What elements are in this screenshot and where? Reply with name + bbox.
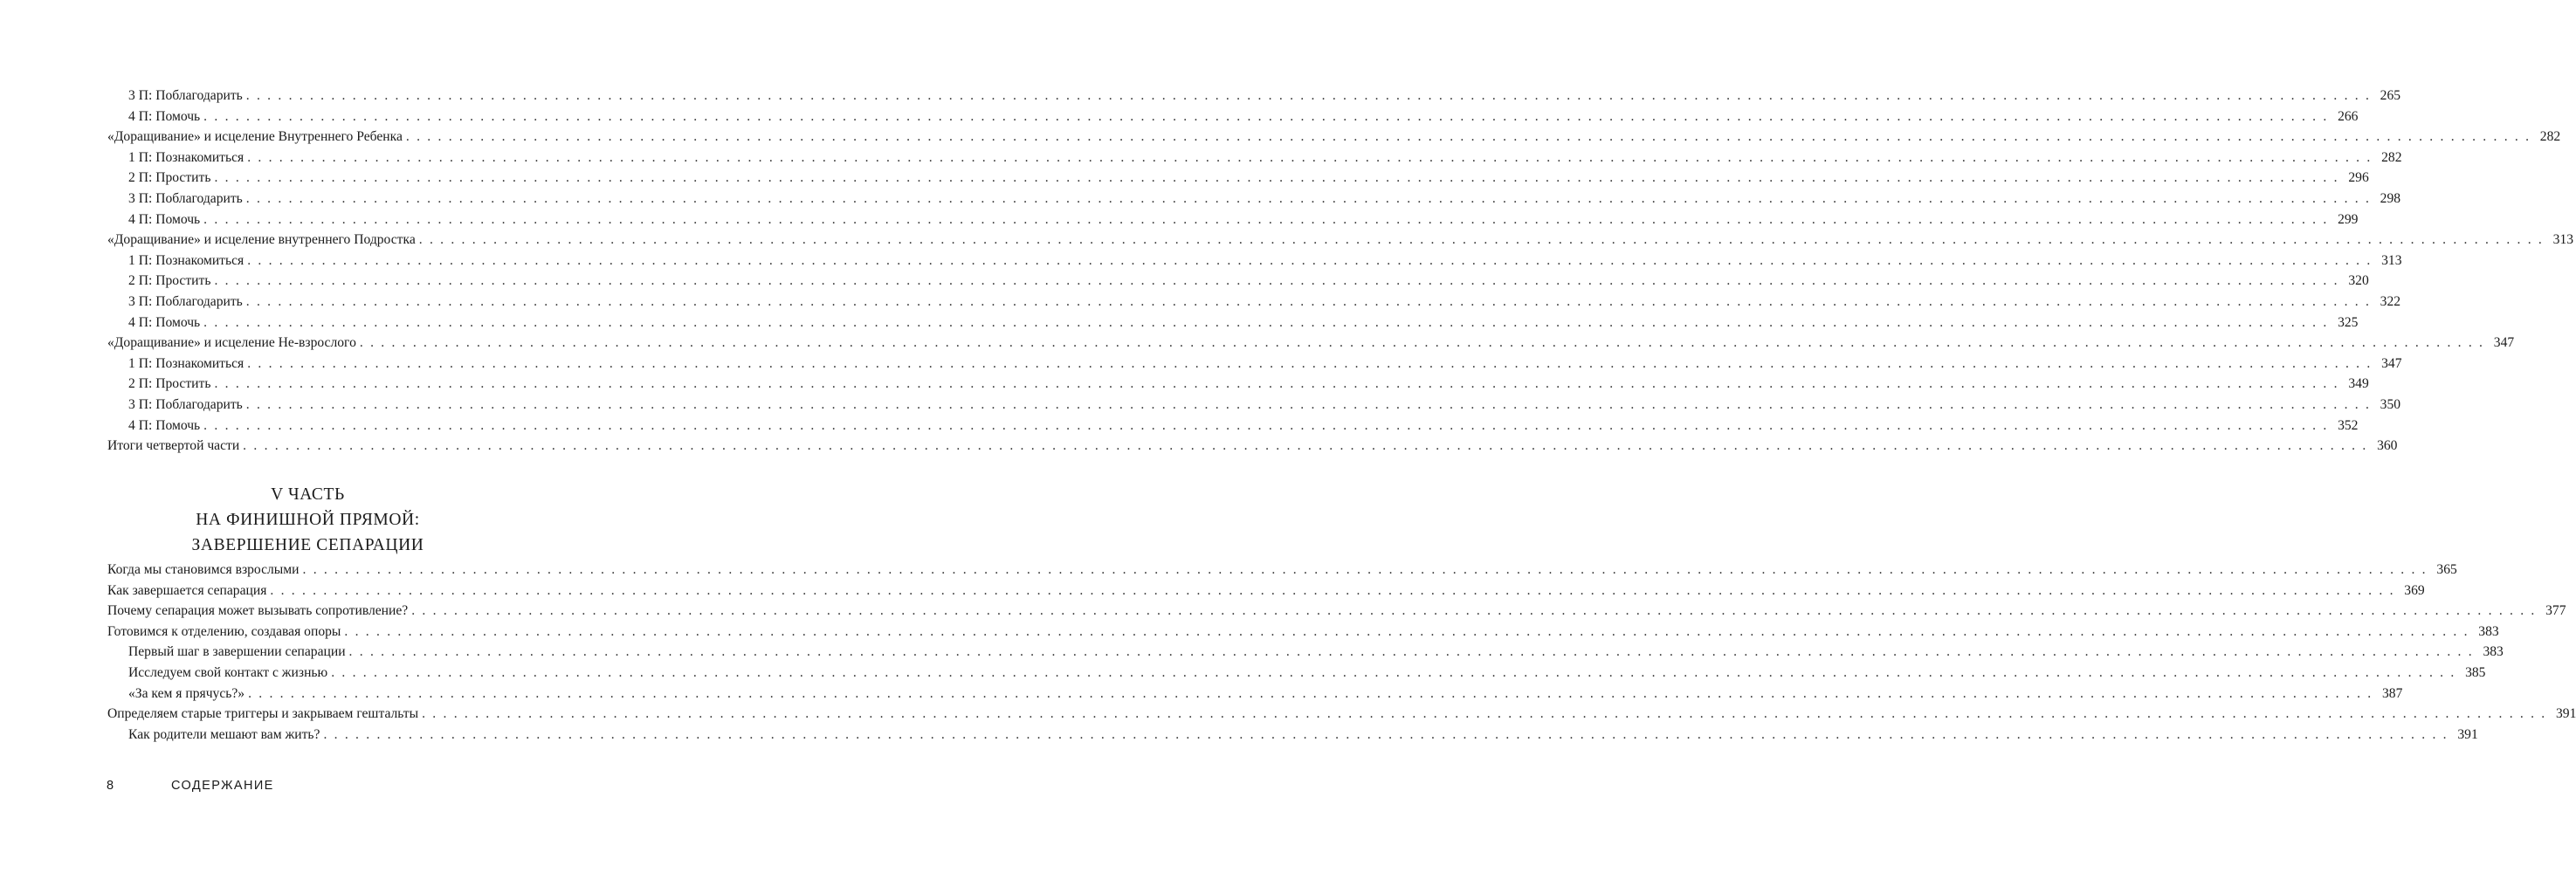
toc-entry-page: 383 — [2483, 644, 2504, 660]
toc-entry — [107, 168, 2369, 189]
toc-entry-title: 4 П: Помочь — [128, 314, 201, 330]
toc-entry-title: 3 П: Поблагодарить — [128, 396, 243, 412]
toc-dot-leader: . . . . . . . . . . . . . . . . . . . . . . . . . . . . . . . . . . . . . . . . . . . . . . . . . . . . . . . . . . . . . . . . . . . . . . . . . . . . . . . . . . . . . . . . . . . . . . . . . . . . . . . . . . . . . . . . . . . . . . . . . . . . . . . . . . . . . . . . . . . . . . . . . . . . . . . . . . . . . . . . . . . . . . . . . . . . . . . . . . . . . . . . . . . . . . . . . . . . . . . . — [214, 273, 2339, 289]
toc-dot-leader: . . . . . . . . . . . . . . . . . . . . . . . . . . . . . . . . . . . . . . . . . . . . . . . . . . . . . . . . . . . . . . . . . . . . . . . . . . . . . . . . . . . . . . . . . . . . . . . . . . . . . . . . . . . . . . . . . . . . . . . . . . . . . . . . . . . . . . . . . . . . . . . . . . . . . . . . . . . . . . . . . . . . . . . . . . . . . . . . . . . . . . . . . . . . . . . . . . . . . . . . — [247, 355, 2373, 371]
toc-entry-page: 299 — [2338, 211, 2359, 227]
toc-entry-page: 391 — [2457, 726, 2478, 742]
toc-dot-leader: . . . . . . . . . . . . . . . . . . . . . . . . . . . . . . . . . . . . . . . . . . . . . . . . . . . . . . . . . . . . . . . . . . . . . . . . . . . . . . . . . . . . . . . . . . . . . . . . . . . . . . . . . . . . . . . . . . . . . . . . . . . . . . . . . . . . . . . . . . . . . . . . . . . . . . . . . . . . . . . . . . . . . . . . . . . . . . . . . . . . . . . . . . . . . . . . . . . . . . . . — [203, 417, 2329, 433]
toc-dot-leader: . . . . . . . . . . . . . . . . . . . . . . . . . . . . . . . . . . . . . . . . . . . . . . . . . . . . . . . . . . . . . . . . . . . . . . . . . . . . . . . . . . . . . . . . . . . . . . . . . . . . . . . . . . . . . . . . . . . . . . . . . . . . . . . . . . . . . . . . . . . . . . . . . . . . . . . . . . . . . . . . . . . . . . . . . . . . . . . . . . . . . . . . . . . . . . . . . . . . . . . . — [245, 190, 2372, 206]
toc-entry — [107, 313, 2359, 333]
toc-dot-leader: . . . . . . . . . . . . . . . . . . . . . . . . . . . . . . . . . . . . . . . . . . . . . . . . . . . . . . . . . . . . . . . . . . . . . . . . . . . . . . . . . . . . . . . . . . . . . . . . . . . . . . . . . . . . . . . . . . . . . . . . . . . . . . . . . . . . . . . . . . . . . . . . . . . . . . . . . . . . . . . . . . . . . . . . . . . . . . . . . . . . . . . . . . . . . . . . . . . . . . . . — [203, 211, 2329, 227]
toc-list-top — [107, 86, 2574, 457]
toc-dot-leader: . . . . . . . . . . . . . . . . . . . . . . . . . . . . . . . . . . . . . . . . . . . . . . . . . . . . . . . . . . . . . . . . . . . . . . . . . . . . . . . . . . . . . . . . . . . . . . . . . . . . . . . . . . . . . . . . . . . . . . . . . . . . . . . . . . . . . . . . . . . . . . . . . . . . . . . . . . . . . . . . . . . . . . . . . . . . . . . . . . . . . . . . . . . . . . . . . . . . . . . . — [214, 376, 2339, 392]
toc-entry — [107, 271, 2369, 292]
toc-entry-title: Как родители мешают вам жить? — [128, 726, 320, 742]
toc-entry — [107, 622, 2499, 643]
toc-entry-page: 347 — [2381, 355, 2402, 371]
toc-entry-title: 4 П: Помочь — [128, 211, 201, 227]
toc-entry-title: «Доращивание» и исцеление Не-взрослого — [107, 335, 356, 351]
toc-entry — [107, 148, 2402, 168]
part-heading-line-3: ЗАВЕРШЕНИЕ СЕПАРАЦИИ — [191, 536, 424, 554]
toc-entry — [107, 333, 2515, 354]
running-title: СОДЕРЖАНИЕ — [171, 779, 274, 793]
toc-entry — [107, 704, 2576, 725]
toc-entry-page: 352 — [2338, 417, 2359, 433]
toc-entry-page: 266 — [2338, 108, 2359, 124]
toc-entry — [107, 684, 2403, 705]
toc-entry-page: 347 — [2493, 335, 2515, 351]
toc-entry — [107, 251, 2402, 272]
toc-entry — [107, 354, 2402, 375]
toc-entry-page: 282 — [2539, 129, 2561, 145]
toc-dot-leader: . . . . . . . . . . . . . . . . . . . . . . . . . . . . . . . . . . . . . . . . . . . . . . . . . . . . . . . . . . . . . . . . . . . . . . . . . . . . . . . . . . . . . . . . . . . . . . . . . . . . . . . . . . . . . . . . . . . . . . . . . . . . . . . . . . . . . . . . . . . . . . . . . . . . . . . . . . . . . . . . . . . . . . . . . . . . . . . . . . . . . . . . . . . . . . . . . . . . . . . . — [214, 170, 2339, 186]
toc-entry-title: 4 П: Помочь — [128, 108, 201, 124]
toc-dot-leader: . . . . . . . . . . . . . . . . . . . . . . . . . . . . . . . . . . . . . . . . . . . . . . . . . . . . . . . . . . . . . . . . . . . . . . . . . . . . . . . . . . . . . . . . . . . . . . . . . . . . . . . . . . . . . . . . . . . . . . . . . . . . . . . . . . . . . . . . . . . . . . . . . . . . . . . . . . . . . . . . . . . . . . . . . . . . . . . . . . . . . . . . . . . . . . . . . . . . . . . . — [248, 685, 2373, 701]
part-heading — [107, 482, 508, 558]
toc-dot-leader: . . . . . . . . . . . . . . . . . . . . . . . . . . . . . . . . . . . . . . . . . . . . . . . . . . . . . . . . . . . . . . . . . . . . . . . . . . . . . . . . . . . . . . . . . . . . . . . . . . . . . . . . . . . . . . . . . . . . . . . . . . . . . . . . . . . . . . . . . . . . . . . . . . . . . . . . . . . . . . . . . . . . . . . . . . . . . . . . . . . . . . . . . . . . . . . . . . . . . . . . — [245, 293, 2372, 309]
toc-entry-title: Когда мы становимся взрослыми — [107, 562, 300, 577]
part-heading-line-1: V ЧАСТЬ — [271, 485, 345, 504]
toc-entry-page: 385 — [2465, 664, 2486, 680]
toc-entry-page: 313 — [2552, 232, 2574, 248]
toc-dot-leader: . . . . . . . . . . . . . . . . . . . . . . . . . . . . . . . . . . . . . . . . . . . . . . . . . . . . . . . . . . . . . . . . . . . . . . . . . . . . . . . . . . . . . . . . . . . . . . . . . . . . . . . . . . . . . . . . . . . . . . . . . . . . . . . . . . . . . . . . . . . . . . . . . . . . . . . . . . . . . . . . . . . . . . . . . . . . . . . . . . . . . . . . . . . . . . . . . . . . . . . . — [418, 232, 2545, 248]
toc-entry — [107, 189, 2401, 210]
toc-entry-page: 313 — [2381, 252, 2402, 268]
toc-entry-title: «За кем я прячусь?» — [128, 685, 245, 701]
toc-entry — [107, 374, 2369, 395]
toc-entry-page: 320 — [2348, 273, 2369, 289]
toc-entry-title: Почему сепарация может вызывать сопротивление? — [107, 603, 409, 619]
toc-entry — [107, 107, 2359, 127]
toc-dot-leader: . . . . . . . . . . . . . . . . . . . . . . . . . . . . . . . . . . . . . . . . . . . . . . . . . . . . . . . . . . . . . . . . . . . . . . . . . . . . . . . . . . . . . . . . . . . . . . . . . . . . . . . . . . . . . . . . . . . . . . . . . . . . . . . . . . . . . . . . . . . . . . . . . . . . . . . . . . . . . . . . . . . . . . . . . . . . . . . . . . . . . . . . . . . . . . . . . . . . . . . . — [422, 706, 2547, 722]
toc-entry-page: 322 — [2380, 293, 2401, 309]
toc-entry — [107, 601, 2566, 622]
toc-dot-leader: . . . . . . . . . . . . . . . . . . . . . . . . . . . . . . . . . . . . . . . . . . . . . . . . . . . . . . . . . . . . . . . . . . . . . . . . . . . . . . . . . . . . . . . . . . . . . . . . . . . . . . . . . . . . . . . . . . . . . . . . . . . . . . . . . . . . . . . . . . . . . . . . . . . . . . . . . . . . . . . . . . . . . . . . . . . . . . . . . . . . . . . . . . . . . . . . . . . . . . . . — [203, 314, 2329, 330]
toc-entry — [107, 127, 2561, 148]
toc-dot-leader: . . . . . . . . . . . . . . . . . . . . . . . . . . . . . . . . . . . . . . . . . . . . . . . . . . . . . . . . . . . . . . . . . . . . . . . . . . . . . . . . . . . . . . . . . . . . . . . . . . . . . . . . . . . . . . . . . . . . . . . . . . . . . . . . . . . . . . . . . . . . . . . . . . . . . . . . . . . . . . . . . . . . . . . . . . . . . . . . . . . . . . . . . . . . . . . . . . . . . . . . — [245, 88, 2372, 103]
toc-list-bottom — [107, 560, 2576, 745]
toc-dot-leader: . . . . . . . . . . . . . . . . . . . . . . . . . . . . . . . . . . . . . . . . . . . . . . . . . . . . . . . . . . . . . . . . . . . . . . . . . . . . . . . . . . . . . . . . . . . . . . . . . . . . . . . . . . . . . . . . . . . . . . . . . . . . . . . . . . . . . . . . . . . . . . . . . . . . . . . . . . . . . . . . . . . . . . . . . . . . . . . . . . . . . . . . . . . . . . . . . . . . . . . . — [270, 582, 2395, 598]
toc-entry-title: Как завершается сепарация — [107, 582, 267, 598]
toc-entry-page: 387 — [2381, 685, 2403, 701]
toc-entry-title: «Доращивание» и исцеление внутреннего Подростка — [107, 232, 416, 248]
toc-entry-page: 365 — [2436, 562, 2457, 577]
toc-entry-title: «Доращивание» и исцеление Внутреннего Ребенка — [107, 129, 403, 145]
toc-entry — [107, 210, 2359, 230]
toc-entry-title: Определяем старые триггеры и закрываем гештальты — [107, 706, 419, 722]
toc-dot-leader: . . . . . . . . . . . . . . . . . . . . . . . . . . . . . . . . . . . . . . . . . . . . . . . . . . . . . . . . . . . . . . . . . . . . . . . . . . . . . . . . . . . . . . . . . . . . . . . . . . . . . . . . . . . . . . . . . . . . . . . . . . . . . . . . . . . . . . . . . . . . . . . . . . . . . . . . . . . . . . . . . . . . . . . . . . . . . . . . . . . . . . . . . . . . . . . . . . . . . . . . — [323, 726, 2449, 742]
toc-entry-title: 2 П: Простить — [128, 376, 211, 392]
toc-entry-title: Первый шаг в завершении сепарации — [128, 644, 346, 660]
toc-dot-leader: . . . . . . . . . . . . . . . . . . . . . . . . . . . . . . . . . . . . . . . . . . . . . . . . . . . . . . . . . . . . . . . . . . . . . . . . . . . . . . . . . . . . . . . . . . . . . . . . . . . . . . . . . . . . . . . . . . . . . . . . . . . . . . . . . . . . . . . . . . . . . . . . . . . . . . . . . . . . . . . . . . . . . . . . . . . . . . . . . . . . . . . . . . . . . . . . . . . . . . . . — [405, 129, 2531, 145]
toc-dot-leader: . . . . . . . . . . . . . . . . . . . . . . . . . . . . . . . . . . . . . . . . . . . . . . . . . . . . . . . . . . . . . . . . . . . . . . . . . . . . . . . . . . . . . . . . . . . . . . . . . . . . . . . . . . . . . . . . . . . . . . . . . . . . . . . . . . . . . . . . . . . . . . . . . . . . . . . . . . . . . . . . . . . . . . . . . . . . . . . . . . . . . . . . . . . . . . . . . . . . . . . . — [344, 623, 2469, 639]
toc-entry-page: 383 — [2478, 623, 2499, 639]
toc-entry — [107, 292, 2401, 313]
toc-entry-page: 298 — [2380, 190, 2401, 206]
toc-dot-leader: . . . . . . . . . . . . . . . . . . . . . . . . . . . . . . . . . . . . . . . . . . . . . . . . . . . . . . . . . . . . . . . . . . . . . . . . . . . . . . . . . . . . . . . . . . . . . . . . . . . . . . . . . . . . . . . . . . . . . . . . . . . . . . . . . . . . . . . . . . . . . . . . . . . . . . . . . . . . . . . . . . . . . . . . . . . . . . . . . . . . . . . . . . . . . . . . . . . . . . . . — [243, 438, 2368, 454]
toc-entry-title: 1 П: Познакомиться — [128, 149, 245, 165]
toc-entry — [107, 560, 2457, 581]
toc-entry — [107, 86, 2401, 107]
toc-dot-leader: . . . . . . . . . . . . . . . . . . . . . . . . . . . . . . . . . . . . . . . . . . . . . . . . . . . . . . . . . . . . . . . . . . . . . . . . . . . . . . . . . . . . . . . . . . . . . . . . . . . . . . . . . . . . . . . . . . . . . . . . . . . . . . . . . . . . . . . . . . . . . . . . . . . . . . . . . . . . . . . . . . . . . . . . . . . . . . . . . . . . . . . . . . . . . . . . . . . . . . . . — [302, 562, 2428, 577]
toc-entry — [107, 581, 2425, 601]
page-footer — [107, 779, 274, 793]
toc-entry-page: 377 — [2545, 603, 2566, 619]
toc-entry-page: 369 — [2404, 582, 2425, 598]
toc-entry-page: 265 — [2380, 88, 2401, 103]
toc-entry-title: 3 П: Поблагодарить — [128, 293, 243, 309]
toc-entry-page: 325 — [2338, 314, 2359, 330]
toc-dot-leader: . . . . . . . . . . . . . . . . . . . . . . . . . . . . . . . . . . . . . . . . . . . . . . . . . . . . . . . . . . . . . . . . . . . . . . . . . . . . . . . . . . . . . . . . . . . . . . . . . . . . . . . . . . . . . . . . . . . . . . . . . . . . . . . . . . . . . . . . . . . . . . . . . . . . . . . . . . . . . . . . . . . . . . . . . . . . . . . . . . . . . . . . . . . . . . . . . . . . . . . . — [359, 335, 2485, 351]
part-heading-line-2: НА ФИНИШНОЙ ПРЯМОЙ: — [196, 511, 420, 529]
toc-dot-leader: . . . . . . . . . . . . . . . . . . . . . . . . . . . . . . . . . . . . . . . . . . . . . . . . . . . . . . . . . . . . . . . . . . . . . . . . . . . . . . . . . . . . . . . . . . . . . . . . . . . . . . . . . . . . . . . . . . . . . . . . . . . . . . . . . . . . . . . . . . . . . . . . . . . . . . . . . . . . . . . . . . . . . . . . . . . . . . . . . . . . . . . . . . . . . . . . . . . . . . . . — [245, 396, 2372, 412]
toc-dot-leader: . . . . . . . . . . . . . . . . . . . . . . . . . . . . . . . . . . . . . . . . . . . . . . . . . . . . . . . . . . . . . . . . . . . . . . . . . . . . . . . . . . . . . . . . . . . . . . . . . . . . . . . . . . . . . . . . . . . . . . . . . . . . . . . . . . . . . . . . . . . . . . . . . . . . . . . . . . . . . . . . . . . . . . . . . . . . . . . . . . . . . . . . . . . . . . . . . . . . . . . . — [247, 252, 2373, 268]
toc-dot-leader: . . . . . . . . . . . . . . . . . . . . . . . . . . . . . . . . . . . . . . . . . . . . . . . . . . . . . . . . . . . . . . . . . . . . . . . . . . . . . . . . . . . . . . . . . . . . . . . . . . . . . . . . . . . . . . . . . . . . . . . . . . . . . . . . . . . . . . . . . . . . . . . . . . . . . . . . . . . . . . . . . . . . . . . . . . . . . . . . . . . . . . . . . . . . . . . . . . . . . . . . — [203, 108, 2329, 124]
toc-dot-leader: . . . . . . . . . . . . . . . . . . . . . . . . . . . . . . . . . . . . . . . . . . . . . . . . . . . . . . . . . . . . . . . . . . . . . . . . . . . . . . . . . . . . . . . . . . . . . . . . . . . . . . . . . . . . . . . . . . . . . . . . . . . . . . . . . . . . . . . . . . . . . . . . . . . . . . . . . . . . . . . . . . . . . . . . . . . . . . . . . . . . . . . . . . . . . . . . . . . . . . . . — [247, 149, 2373, 165]
toc-entry-page: 350 — [2380, 396, 2401, 412]
toc-entry — [107, 436, 2398, 457]
toc-entry-title: 2 П: Простить — [128, 273, 211, 289]
toc-entry-page: 360 — [2377, 438, 2398, 454]
toc-entry — [107, 642, 2504, 663]
toc-dot-leader: . . . . . . . . . . . . . . . . . . . . . . . . . . . . . . . . . . . . . . . . . . . . . . . . . . . . . . . . . . . . . . . . . . . . . . . . . . . . . . . . . . . . . . . . . . . . . . . . . . . . . . . . . . . . . . . . . . . . . . . . . . . . . . . . . . . . . . . . . . . . . . . . . . . . . . . . . . . . . . . . . . . . . . . . . . . . . . . . . . . . . . . . . . . . . . . . . . . . . . . . — [331, 664, 2456, 680]
toc-dot-leader: . . . . . . . . . . . . . . . . . . . . . . . . . . . . . . . . . . . . . . . . . . . . . . . . . . . . . . . . . . . . . . . . . . . . . . . . . . . . . . . . . . . . . . . . . . . . . . . . . . . . . . . . . . . . . . . . . . . . . . . . . . . . . . . . . . . . . . . . . . . . . . . . . . . . . . . . . . . . . . . . . . . . . . . . . . . . . . . . . . . . . . . . . . . . . . . . . . . . . . . . — [348, 644, 2474, 660]
toc-dot-leader: . . . . . . . . . . . . . . . . . . . . . . . . . . . . . . . . . . . . . . . . . . . . . . . . . . . . . . . . . . . . . . . . . . . . . . . . . . . . . . . . . . . . . . . . . . . . . . . . . . . . . . . . . . . . . . . . . . . . . . . . . . . . . . . . . . . . . . . . . . . . . . . . . . . . . . . . . . . . . . . . . . . . . . . . . . . . . . . . . . . . . . . . . . . . . . . . . . . . . . . . — [411, 603, 2537, 619]
toc-entry-page: 391 — [2556, 706, 2576, 722]
toc-entry-page: 349 — [2348, 376, 2369, 392]
toc-entry-title: Итоги четвертой части — [107, 438, 240, 454]
toc-entry — [107, 416, 2359, 436]
toc-entry — [107, 230, 2574, 251]
page-number: 8 — [107, 779, 115, 793]
toc-entry-page: 296 — [2348, 170, 2369, 186]
toc-entry-title: Исследуем свой контакт с жизнью — [128, 664, 328, 680]
toc-entry-title: 3 П: Поблагодарить — [128, 190, 243, 206]
toc-entry-title: 1 П: Познакомиться — [128, 355, 245, 371]
toc-entry-page: 282 — [2381, 149, 2402, 165]
toc-entry-title: Готовимся к отделению, создавая опоры — [107, 623, 341, 639]
toc-entry-title: 3 П: Поблагодарить — [128, 88, 243, 103]
toc-entry-title: 4 П: Помочь — [128, 417, 201, 433]
toc-entry-title: 1 П: Познакомиться — [128, 252, 245, 268]
toc-entry — [107, 725, 2478, 746]
toc-entry-title: 2 П: Простить — [128, 170, 211, 186]
toc-entry — [107, 395, 2401, 416]
toc-entry — [107, 663, 2486, 684]
